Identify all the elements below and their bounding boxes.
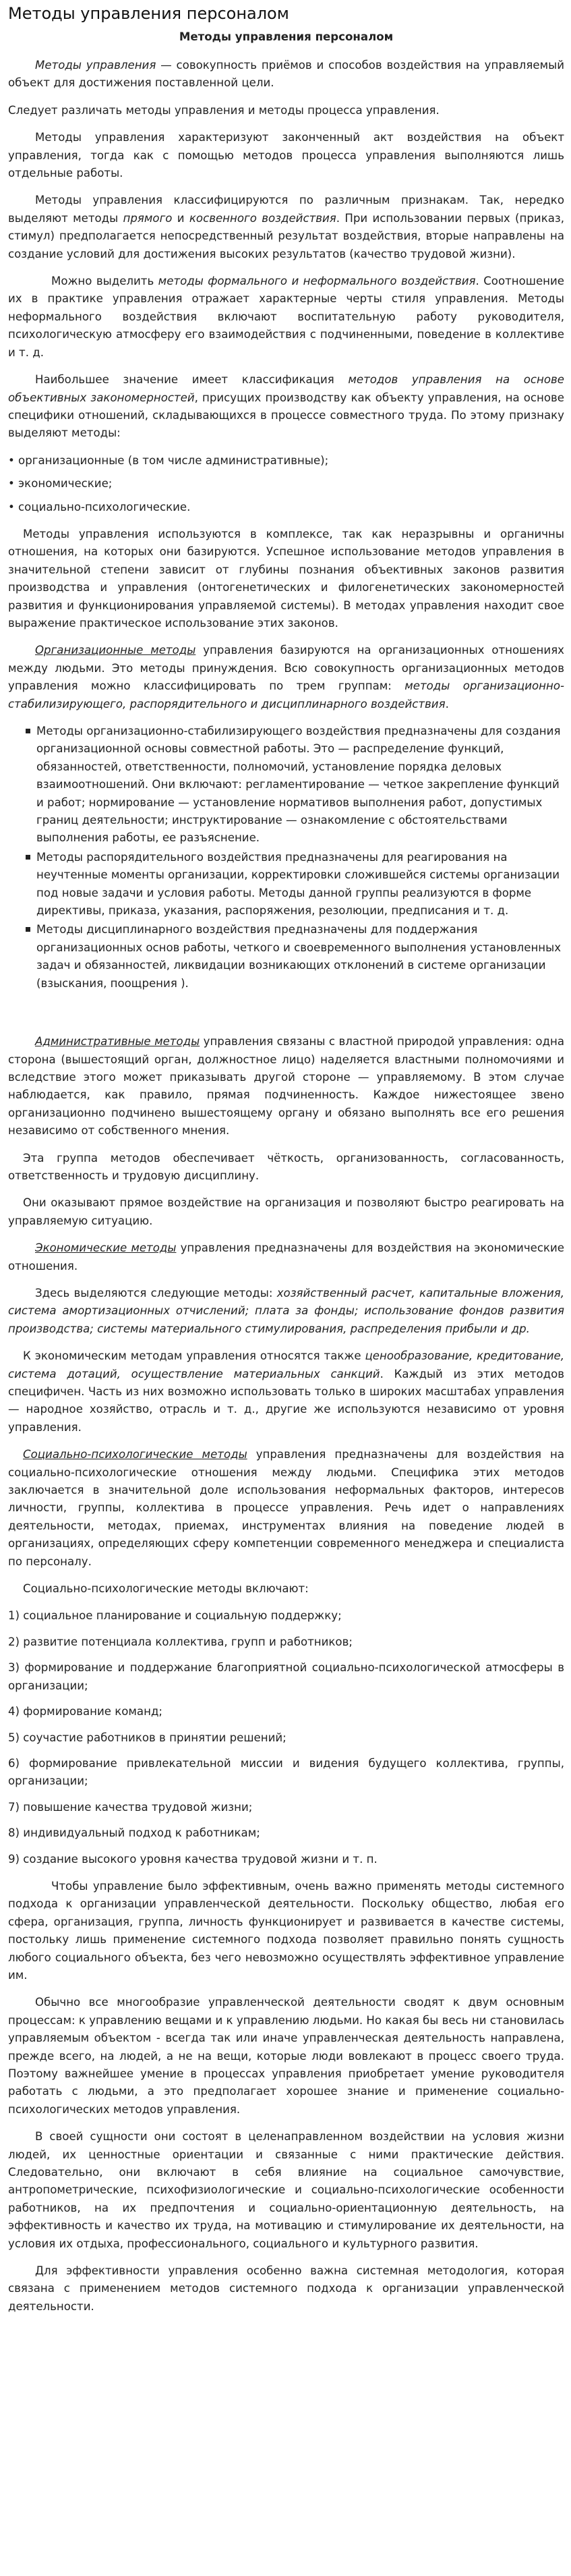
list-item: 9) создание высокого уровня качества трудовой жизни и т. п. xyxy=(8,1852,378,1866)
list-item: 8) индивидуальный подход к работникам; xyxy=(8,1826,260,1840)
paragraph-classification: Методы управления классифицируются по различным признакам. Так, нередко выделяют методы прямого и косвенного воздействия. При использовании первых (приказ, стимул) предполагается непосредственный результат воздействия, вторые направлены на создание условий для достижения высоких результатов (качество трудовой жизни). xyxy=(8,194,564,260)
term-administrative: Административные методы xyxy=(35,1035,200,1048)
section-subtitle: Методы управления персоналом xyxy=(179,30,394,43)
paragraph-complex: Методы управления используются в комплексе, так как неразрывны и органичны отношения, на которых они базируются. Успешное использование методов управления в значительной степени зависит от глубины познания объективных законов развития производства и управления (онтогенетических и филогенетических закономерностей развития и функционирования управляемой системы). В методах управления находит свое выражение практическое использование этих законов. xyxy=(8,527,564,629)
list-item: Методы организационно-стабилизирующего воздействия предназначены для создания организационной основы совместной работы. Это — распределение функций, обязанностей, ответственности, полномочий, установление порядка деловых взаимоотношений. Они включают: регламентирование — четкое закрепление функций и работ; нормирование — установление нормативов выполнения работ, допустимых границ деятельности; инструктирование — ознакомление с обстоятельствами выполнения работы, ее разъяснение. xyxy=(36,723,564,847)
paragraph-definition: Методы управления — совокупность приёмов и способов воздействия на управляемый объект для достижения поставленной цели. xyxy=(8,59,564,90)
list-item: Методы дисциплинарного воздействия предназначены для поддержания организационных основ работы, четкого и своевременного выполнения установленных задач и обязанностей, ликвидации возникающих отклонений в системе организации (взыскания, поощрения ). xyxy=(36,921,564,992)
paragraph-objective-laws: Наибольшее значение имеет классификация методов управления на основе объективных закономерностей, присущих производству как объекту управления, на основе специфики отношений, складывающихся в процессе совместного труда. По этому признаку выделяют методы: xyxy=(8,373,565,440)
paragraph-group-provides: Эта группа методов обеспечивает чёткость, организованность, согласованность, ответственность и трудовую дисциплину. xyxy=(8,1151,564,1182)
method-types-list xyxy=(8,452,564,516)
paragraph-sociopsych-include: Социально-психологические методы включают: xyxy=(23,1582,309,1596)
paragraph-essence: В своей сущности они состоят в целенаправленном воздействии на условия жизни людей, их ценностные ориентации и связанные с ними практические действия. Следовательно, они включают в себя влияние на социальное самочувствие, антропометрические, психофизиологические и социально-психологические особенности работников, на их предпочтения и социально-ориентационную деятельность, на эффективность и качество их труда, на мотивацию и стимулирование их деятельности, на условия их отдыха, профессионального, социального и культурного развития. xyxy=(8,2130,564,2250)
term-organizational: Организационные методы xyxy=(35,644,196,657)
paragraph-economic-methods: Здесь выделяются следующие методы: хозяйственный расчет, капитальные вложения, система амортизационных отчислений; плата за фонды; использование фондов развития производства; системы материального стимулирования, распределения прибыли и др. xyxy=(8,1286,565,1335)
paragraph-administrative: Административные методы управления связаны с властной природой управления: одна сторона (вышестоящий орган, должностное лицо) наделяется властными полномочиями и вследствие этого может приказывать другой стороне — управляемому. В этом случае наблюдается, как правило, прямая подчиненность. Каждое нижестоящее звено организационно подчинено вышестоящему органу и обязано выполнять все его решения независимо от собственного мнения. xyxy=(8,1035,564,1138)
page-title: Методы управления персоналом xyxy=(8,4,289,23)
list-item: 7) повышение качества трудовой жизни; xyxy=(8,1800,253,1814)
list-item: 3) формирование и поддержание благоприятной социально-психологической атмосферы в организации; xyxy=(8,1661,564,1692)
paragraph-economic-also: К экономическим методам управления относятся также ценообразование, кредитование, система дотаций, осуществление материальных санкций. Каждый из этих методов специфичен. Часть из них возможно использовать только в широких масштабах управления — народное хозяйство, отрасль и т. д., другие же используются независимо от уровня управления. xyxy=(8,1349,564,1434)
paragraph-formal: Можно выделить методы формального и неформального воздействия. Соотношение их в практике управления отражает характерные черты стиля управления. Методы неформального воздействия включают воспитательную работу руководителя, психологическую атмосферу его взаимодействия с подчиненными, поведение в коллективе и т. д. xyxy=(8,275,565,359)
list-item: 5) соучастие работников в принятии решений; xyxy=(8,1731,287,1744)
organizational-methods-list xyxy=(8,723,564,992)
paragraph-organizational: Организационные методы управления базируются на организационных отношениях между людьми. Это методы принуждения. Всю совокупность организационных методов управления можно классифицировать по трем группам: методы организационно-стабилизирующего, распорядительного и дисциплинарного воздействия. xyxy=(8,644,564,710)
paragraph-sociopsych: Социально-психологические методы управления предназначены для воздействия на социально-психологические отношения между людьми. Специфика этих методов заключается в значительной доле использования неформальных факторов, интересов личности, группы, коллектива в процессе управления. Речь идет о направлениях деятельности, методах, приемах, инструментах влияния на поведение людей в организациях, определяющих сферу компетенции современного менеджера и специалиста по персоналу. xyxy=(8,1448,564,1568)
list-item: 6) формирование привлекательной миссии и видения будущего коллектива, группы, организации; xyxy=(8,1756,564,1788)
list-item: 4) формирование команд; xyxy=(8,1705,163,1718)
list-item: 1) социальное планирование и социальную поддержку; xyxy=(8,1609,342,1623)
term-economic: Экономические методы xyxy=(35,1241,177,1255)
paragraph-two-processes: Обычно все многообразие управленческой деятельности сводят к двум основным процессам: к управлению вещами и к управлению людьми. Но какая бы весь ни становилась управляемым объектом - всегда так или иначе управленческая деятельность направлена, прежде всего, на людей, а не на вещи, которые люди вовлекают в процесс своего труда. Поэтому важнейшее умение в процессах управления приобретает умение руководителя работать с людьми, а это предполагает хорошее знание и применение социально-психологических методов управления. xyxy=(8,1996,564,2116)
term-methods: Методы управления xyxy=(35,59,156,72)
paragraph-system-approach: Чтобы управление было эффективным, очень важно применять методы системного подхода к организации управленческой деятельности. Поскольку общество, любая его сфера, организация, группа, личность функционирует и развивается в качестве системы, постольку лишь применение системного подхода позволяет правильно понять сущность любого социального объекта, без чего невозможно осуществлять эффективное управление им. xyxy=(8,1879,564,1982)
paragraph-conclusion: Для эффективности управления особенно важна системная методология, которая связана с применением методов системного подхода к организации управленческой деятельности. xyxy=(8,2264,564,2313)
list-item: • экономические; xyxy=(8,477,113,491)
list-item: Методы распорядительного воздействия предназначены для реагирования на неучтенные моменты организации, корректировки сложившейся системы организации под новые задачи и условия работы. Методы данной группы реализуются в форме директивы, приказа, указания, распоряжения, резолюции, предписания и т. д. xyxy=(36,849,564,920)
list-item: • социально-психологические. xyxy=(8,500,191,513)
term-sociopsych: Социально-психологические методы xyxy=(23,1448,247,1461)
list-item: • организационные (в том числе административные); xyxy=(8,453,329,467)
paragraph-economic: Экономические методы управления предназначены для воздействия на экономические отношения. xyxy=(8,1241,564,1272)
paragraph-distinction: Следует различать методы управления и методы процесса управления. xyxy=(8,103,440,117)
list-item: 2) развитие потенциала коллектива, групп и работников; xyxy=(8,1635,353,1648)
sociopsych-methods-list xyxy=(8,1607,564,1868)
paragraph-direct-impact: Они оказывают прямое воздействие на организация и позволяют быстро реагировать на управляемую ситуацию. xyxy=(8,1196,564,1227)
paragraph-characterize: Методы управления характеризуют законченный акт воздействия на объект управления, тогда как с помощью методов процесса управления выполняются лишь отдельные работы. xyxy=(8,131,564,180)
